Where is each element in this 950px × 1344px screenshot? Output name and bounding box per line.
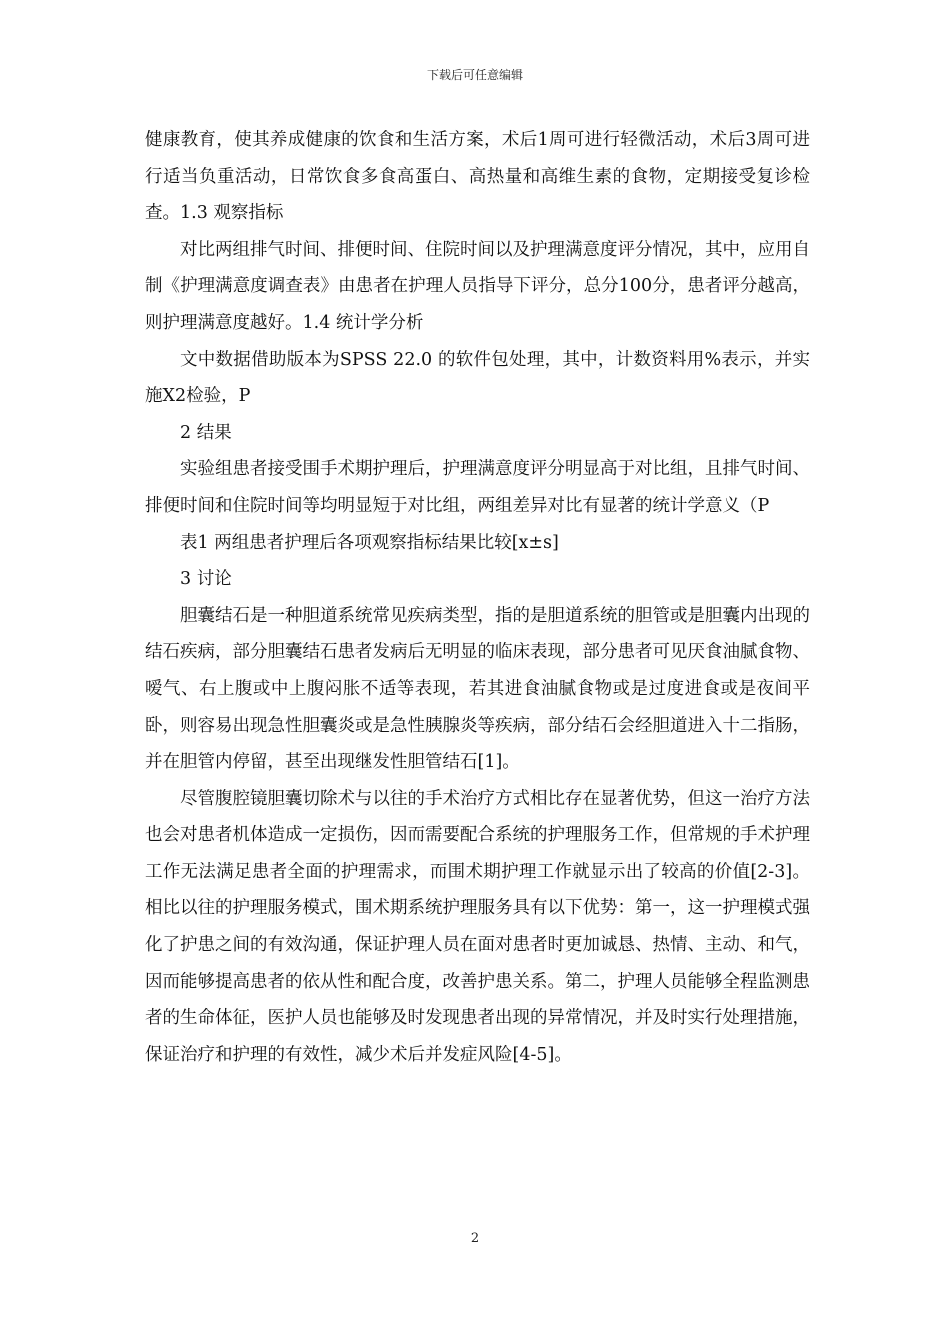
- paragraph-health-education: 健康教育，使其养成健康的饮食和生活方案，术后1周可进行轻微活动，术后3周可进行适当负重活动，日常饮食多食高蛋白、高热量和高维生素的食物，定期接受复诊检查。1.3 观察指标: [145, 130, 810, 224]
- section-heading-discussion: 3 讨论: [180, 569, 232, 590]
- paragraph-statistics: 文中数据借助版本为SPSS 22.0 的软件包处理，其中，计数资料用%表示，并实施X2检验，P: [145, 349, 810, 407]
- table-caption: 表1 两组患者护理后各项观察指标结果比较[x±s]: [180, 532, 559, 553]
- page-header: 下载后可任意编辑: [426, 68, 523, 82]
- document-body: [145, 122, 810, 1073]
- section-heading-results: 2 结果: [180, 422, 232, 443]
- page-number: 2: [470, 1231, 480, 1246]
- paragraph-results: 实验组患者接受围手术期护理后，护理满意度评分明显高于对比组，且排气时间、排便时间和住院时间等均明显短于对比组，两组差异对比有显著的统计学意义（P: [145, 459, 810, 516]
- paragraph-discussion-2: 尽管腹腔镜胆囊切除术与以往的手术治疗方式相比存在显著优势，但这一治疗方法也会对患者机体造成一定损伤，因而需要配合系统的护理服务工作，但常规的手术护理工作无法满足患者全面的护理需求，而围术期护理工作就显示出了较高的价值[2-3]。相比以往的护理服务模式，围术期系统护理服务具有以下优势：第一，这一护理模式强化了护患之间的有效沟通，保证护理人员在面对患者时更加诚恳、热情、主动、和气，因而能够提高患者的依从性和配合度，改善护患关系。第二，护理人员能够全程监测患者的生命体征，医护人员也能够及时发现患者出现的异常情况，并及时实行处理措施，保证治疗和护理的有效性，减少术后并发症风险[4-5]。: [145, 788, 810, 1065]
- paragraph-observation-indicators: 对比两组排气时间、排便时间、住院时间以及护理满意度评分情况，其中，应用自制《护理满意度调查表》由患者在护理人员指导下评分，总分100分，患者评分越高，则护理满意度越好。1.4 统计学分析: [145, 239, 810, 333]
- paragraph-discussion-1: 胆囊结石是一种胆道系统常见疾病类型，指的是胆道系统的胆管或是胆囊内出现的结石疾病，部分胆囊结石患者发病后无明显的临床表现，部分患者可见厌食油腻食物、嗳气、右上腹或中上腹闷胀不适等表现，若其进食油腻食物或是过度进食或是夜间平卧，则容易出现急性胆囊炎或是急性胰腺炎等疾病，部分结石会经胆道进入十二指肠，并在胆管内停留，甚至出现继发性胆管结石[1]。: [145, 605, 810, 773]
